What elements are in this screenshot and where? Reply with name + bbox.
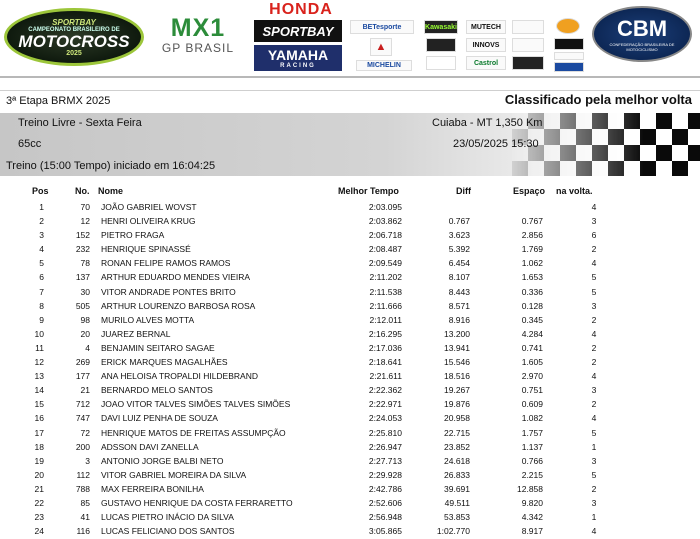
table-row: [0, 397, 700, 411]
gap-to-previous: 0.766: [521, 455, 543, 466]
sponsor-badge-logo: [554, 62, 584, 72]
rider-name: ADSSON DAVI ZANELLA: [101, 441, 199, 452]
diff-to-leader: 8.107: [448, 272, 470, 283]
cbm-logo: [592, 6, 692, 62]
diff-to-leader: 49.511: [444, 497, 470, 508]
gap-to-previous: 8.917: [521, 526, 543, 537]
rider-number: 269: [75, 357, 90, 368]
table-row: [0, 200, 700, 214]
gap-to-previous: 4.284: [521, 328, 543, 339]
diff-to-leader: 22.715: [444, 427, 470, 438]
gap-to-previous: 0.609: [521, 399, 543, 410]
sponsor-badge-logo: [512, 56, 544, 70]
rider-number: 98: [80, 314, 90, 325]
classification-title: Classificado pela melhor volta: [504, 92, 692, 107]
rider-name: MAX FERREIRA BONILHA: [101, 483, 204, 494]
motocross-championship-logo: [4, 8, 144, 66]
gap-to-previous: 0.751: [521, 385, 543, 396]
rider-number: 4: [85, 342, 90, 353]
rider-name: VITOR ANDRADE PONTES BRITO: [101, 286, 236, 297]
rider-name: DAVI LUIZ PENHA DE SOUZA: [101, 413, 218, 424]
rider-number: 505: [75, 300, 90, 311]
best-lap-number: 4: [591, 328, 597, 339]
session-name: Treino Livre - Sexta Feira: [18, 117, 142, 129]
best-lap-number: 2: [591, 483, 597, 494]
diff-to-leader: 26.833: [444, 469, 470, 480]
result-pos: 5: [39, 258, 44, 269]
result-pos: 3: [39, 230, 44, 241]
best-lap-number: 3: [591, 216, 597, 227]
gap-to-previous: 1.653: [521, 272, 543, 283]
session-info-panel: [0, 113, 700, 176]
rider-number: 712: [75, 399, 90, 410]
table-row: [0, 440, 700, 454]
results-table: [0, 200, 700, 538]
diff-to-leader: 1:02.770: [436, 526, 470, 537]
gap-to-previous: 9.820: [521, 497, 543, 508]
rider-number: 20: [80, 328, 90, 339]
best-lap-number: 2: [591, 342, 597, 353]
results-table-header: [0, 186, 700, 200]
table-row: [0, 411, 700, 425]
rider-number: 788: [75, 483, 90, 494]
best-lap-time: 2:56.948: [368, 512, 402, 523]
best-lap-number: 4: [591, 202, 597, 212]
rider-name: ERICK MARQUES MAGALHÃES: [101, 357, 228, 368]
result-pos: 14: [34, 385, 44, 396]
best-lap-time: 2:09.549: [368, 258, 402, 269]
gap-to-previous: 1.757: [521, 427, 543, 438]
logo-text: 2025: [66, 49, 82, 57]
best-lap-number: 1: [591, 512, 597, 523]
rider-name: MURILO ALVES MOTTA: [101, 314, 195, 325]
rider-name: JOÃO GABRIEL WOVST: [101, 202, 197, 212]
table-row: [0, 299, 700, 313]
gap-to-previous: 1.137: [521, 441, 543, 452]
sponsor-badge-logo: [512, 38, 544, 52]
rider-name: LUCAS FELICIANO DOS SANTOS: [101, 526, 235, 537]
result-pos: 13: [34, 371, 44, 382]
kawasaki-logo: Kawasaki: [424, 20, 458, 34]
table-row: [0, 454, 700, 468]
rider-name: VITOR GABRIEL MOREIRA DA SILVA: [101, 469, 247, 480]
diff-to-leader: 3.623: [448, 230, 470, 241]
sponsor-badge-logo: [426, 56, 456, 70]
diff-to-leader: 23.852: [444, 441, 470, 452]
diff-to-leader: 8.443: [448, 286, 470, 297]
best-lap-time: 2:03.862: [368, 216, 402, 227]
best-lap-time: 2:29.928: [368, 469, 402, 480]
diff-to-leader: 13.941: [444, 342, 470, 353]
rider-number: 30: [80, 286, 90, 297]
best-lap-time: 2:06.718: [368, 230, 402, 241]
best-lap-time: 2:17.036: [368, 342, 402, 353]
best-lap-number: 1: [591, 441, 597, 452]
table-row: [0, 524, 700, 538]
table-row: [0, 228, 700, 242]
sponsor-banner: [0, 0, 700, 76]
result-pos: 2: [39, 216, 44, 227]
logo-text: GP BRASIL: [161, 40, 235, 55]
result-pos: 24: [34, 526, 44, 537]
best-lap-time: 2:52.606: [368, 497, 402, 508]
diff-to-leader: 39.691: [444, 483, 470, 494]
result-pos: 4: [39, 244, 44, 255]
rider-name: ARTHUR LOURENZO BARBOSA ROSA: [101, 300, 256, 311]
gap-to-previous: 0.336: [521, 286, 543, 297]
sponsor-badge-logo: [426, 38, 456, 52]
table-row: [0, 355, 700, 369]
result-pos: 17: [34, 427, 44, 438]
column-header-no: No.: [75, 186, 90, 196]
result-pos: 6: [39, 272, 44, 283]
table-row: [0, 313, 700, 327]
table-row: [0, 341, 700, 355]
rider-number: 78: [80, 258, 90, 269]
table-row: [0, 510, 700, 524]
best-lap-time: 2:08.487: [368, 244, 402, 255]
column-header-name: Nome: [98, 186, 124, 196]
column-header-best-time: Melhor Tempo: [338, 186, 399, 196]
best-lap-number: 2: [591, 399, 597, 410]
rider-name: JUAREZ BERNAL: [101, 328, 171, 339]
gap-to-previous: 1.769: [521, 244, 543, 255]
result-pos: 22: [34, 497, 44, 508]
mx1-gp-brasil-logo: [152, 14, 244, 56]
rider-name: HENRIQUE SPINASSÉ: [101, 244, 191, 255]
logo-text: CONFEDERAÇÃO BRASILEIRA DE MOTOCICLISMO: [609, 42, 675, 52]
sponsor-badge-logo: [554, 38, 584, 50]
logo-text: YAMAHA: [267, 47, 329, 63]
rider-name: ARTHUR EDUARDO MENDES VIEIRA: [101, 272, 251, 283]
result-pos: 20: [34, 469, 44, 480]
rider-name: RONAN FELIPE RAMOS RAMOS: [101, 258, 231, 269]
diff-to-leader: 5.392: [448, 244, 470, 255]
result-pos: 19: [34, 455, 44, 466]
best-lap-time: 2:25.810: [368, 427, 402, 438]
session-start: Treino (15:00 Tempo) iniciado em 16:04:25: [6, 160, 216, 172]
gap-to-previous: 0.128: [521, 300, 543, 311]
table-row: [0, 256, 700, 270]
rider-number: 177: [75, 371, 90, 382]
rider-name: ANA HELOISA TROPALDI HILDEBRAND: [101, 371, 258, 382]
logo-text: MOTOCROSS: [18, 31, 130, 51]
report-title-bar: [0, 90, 700, 111]
sponsor-badge-logo: [512, 20, 544, 34]
honda-logo: HONDA: [269, 1, 333, 18]
column-header-pos: Pos: [32, 186, 49, 196]
best-lap-time: 2:11.202: [369, 272, 402, 283]
diff-to-leader: 0.767: [448, 216, 470, 227]
yamaha-racing-logo: [254, 45, 342, 71]
best-lap-time: 3:05.865: [368, 526, 402, 537]
rider-number: 70: [80, 202, 90, 212]
logo-text: RACING: [280, 63, 316, 69]
best-lap-number: 2: [591, 314, 597, 325]
result-pos: 21: [34, 483, 44, 494]
rider-name: HENRI OLIVEIRA KRUG: [101, 216, 196, 227]
best-lap-number: 4: [591, 258, 597, 269]
best-lap-time: 2:12.011: [369, 314, 402, 325]
rider-name: GUSTAVO HENRIQUE DA COSTA FERRARETTO: [101, 497, 293, 508]
table-row: [0, 496, 700, 510]
gap-to-previous: 1.062: [521, 258, 543, 269]
result-pos: 10: [34, 328, 44, 339]
best-lap-time: 2:18.641: [368, 357, 402, 368]
rider-name: BERNARDO MELO SANTOS: [101, 385, 213, 396]
diff-to-leader: 8.571: [448, 300, 470, 311]
best-lap-time: 2:24.053: [368, 413, 402, 424]
table-row: [0, 482, 700, 496]
sportbay-logo: SPORTBAY: [254, 20, 342, 42]
table-row: [0, 270, 700, 284]
gap-to-previous: 0.767: [521, 216, 543, 227]
rider-name: HENRIQUE MATOS DE FREITAS ASSUMPÇÃO: [101, 427, 286, 438]
divider: [0, 76, 700, 78]
best-lap-number: 5: [591, 272, 597, 283]
diff-to-leader: 18.516: [444, 371, 470, 382]
table-row: [0, 383, 700, 397]
diff-to-leader: 53.853: [444, 512, 470, 523]
gap-to-previous: 4.342: [521, 512, 543, 523]
gap-to-previous: 0.345: [521, 314, 543, 325]
best-lap-time: 2:21.611: [369, 371, 402, 382]
gap-to-previous: 2.970: [521, 371, 543, 382]
event-title: 3ª Etapa BRMX 2025: [6, 95, 111, 107]
rider-name: ANTONIO JORGE BALBI NETO: [101, 455, 224, 466]
best-lap-number: 2: [591, 357, 597, 368]
session-category: 65cc: [18, 138, 42, 150]
rider-number: 137: [75, 272, 90, 283]
best-lap-number: 5: [591, 469, 597, 480]
best-lap-number: 5: [591, 427, 597, 438]
result-pos: 12: [34, 357, 44, 368]
diff-to-leader: 20.958: [444, 413, 470, 424]
logo-text: CAMPEONATO BRASILEIRO DE: [28, 26, 120, 33]
table-row: [0, 214, 700, 228]
best-lap-number: 4: [591, 371, 597, 382]
logo-text: SPORTBAY: [52, 17, 96, 27]
best-lap-time: 2:11.666: [369, 300, 402, 311]
gap-to-previous: 2.215: [521, 469, 543, 480]
diff-to-leader: 19.876: [444, 399, 470, 410]
sponsor-badge-logo: [554, 52, 584, 60]
logo-text: MX1: [170, 13, 226, 42]
diff-to-leader: 19.267: [444, 385, 470, 396]
best-lap-time: 2:16.295: [368, 328, 402, 339]
rider-number: 3: [85, 455, 90, 466]
rider-number: 116: [76, 526, 90, 537]
table-row: [0, 369, 700, 383]
session-date: 23/05/2025 15:30: [453, 138, 539, 150]
result-pos: 16: [34, 413, 44, 424]
diff-to-leader: 13.200: [444, 328, 470, 339]
best-lap-number: 3: [591, 385, 597, 396]
rider-number: 72: [80, 427, 90, 438]
innovs-logo: INNOVS: [466, 38, 506, 52]
result-pos: 8: [39, 300, 44, 311]
rider-name: JOAO VITOR TALVES SIMÕES TALVES SIMÕES: [101, 399, 291, 410]
table-row: [0, 285, 700, 299]
table-row: [0, 468, 700, 482]
gap-to-previous: 1.605: [521, 357, 543, 368]
diff-to-leader: 8.916: [448, 314, 470, 325]
result-pos: 23: [34, 512, 44, 523]
diff-to-leader: 6.454: [448, 258, 470, 269]
table-row: [0, 242, 700, 256]
best-lap-number: 4: [591, 413, 597, 424]
best-lap-number: 6: [591, 230, 597, 241]
result-pos: 15: [34, 399, 44, 410]
result-pos: 9: [39, 314, 44, 325]
castrol-logo: Castrol: [466, 56, 506, 70]
betesporte-logo: BETesporte: [350, 20, 414, 34]
rider-number: 41: [80, 512, 90, 523]
rider-number: 232: [75, 244, 90, 255]
best-lap-time: 2:11.538: [369, 286, 402, 297]
table-row: [0, 327, 700, 341]
best-lap-number: 3: [591, 300, 597, 311]
best-lap-number: 2: [591, 244, 597, 255]
best-lap-number: 3: [591, 455, 597, 466]
result-pos: 18: [34, 441, 44, 452]
result-pos: 7: [39, 286, 44, 297]
rider-name: LUCAS PIETRO INÁCIO DA SILVA: [101, 512, 234, 523]
best-lap-number: 4: [591, 526, 597, 537]
best-lap-time: 2:27.713: [368, 455, 402, 466]
michelin-logo: MICHELIN: [356, 60, 412, 71]
gap-to-previous: 0.741: [521, 342, 543, 353]
diff-to-leader: 15.546: [444, 357, 470, 368]
best-lap-time: 2:22.362: [368, 385, 402, 396]
track-location: Cuiaba - MT 1,350 Km: [432, 117, 543, 129]
rider-number: 200: [75, 441, 90, 452]
warning-triangle-icon: ▲: [370, 38, 392, 56]
column-header-diff: Diff: [456, 186, 471, 196]
best-lap-time: 2:42.786: [368, 483, 402, 494]
rider-number: 85: [80, 497, 90, 508]
best-lap-time: 2:22.971: [368, 399, 402, 410]
rider-name: BENJAMIN SEITARO SAGAE: [101, 342, 215, 353]
rider-number: 152: [75, 230, 90, 241]
logo-text: CBM: [616, 16, 668, 41]
diff-to-leader: 24.618: [444, 455, 470, 466]
result-pos: 1: [39, 202, 44, 212]
result-pos: 11: [35, 342, 44, 353]
rider-name: PIETRO FRAGA: [101, 230, 165, 241]
table-row: [0, 426, 700, 440]
gap-to-previous: 1.082: [521, 413, 543, 424]
column-header-lap: na volta.: [556, 186, 593, 196]
mutech-logo: MUTECH: [466, 20, 506, 34]
column-header-gap: Espaço: [513, 186, 546, 196]
best-lap-time: 2:26.947: [368, 441, 402, 452]
best-lap-number: 5: [591, 286, 597, 297]
rider-number: 12: [80, 216, 90, 227]
rider-number: 112: [76, 469, 90, 480]
gap-to-previous: 12.858: [517, 483, 543, 494]
rider-number: 747: [75, 413, 90, 424]
best-lap-time: 2:03.095: [368, 202, 402, 212]
best-lap-number: 3: [591, 497, 597, 508]
gap-to-previous: 2.856: [521, 230, 543, 241]
rider-number: 21: [80, 385, 90, 396]
sponsor-badge-logo: [556, 18, 580, 34]
